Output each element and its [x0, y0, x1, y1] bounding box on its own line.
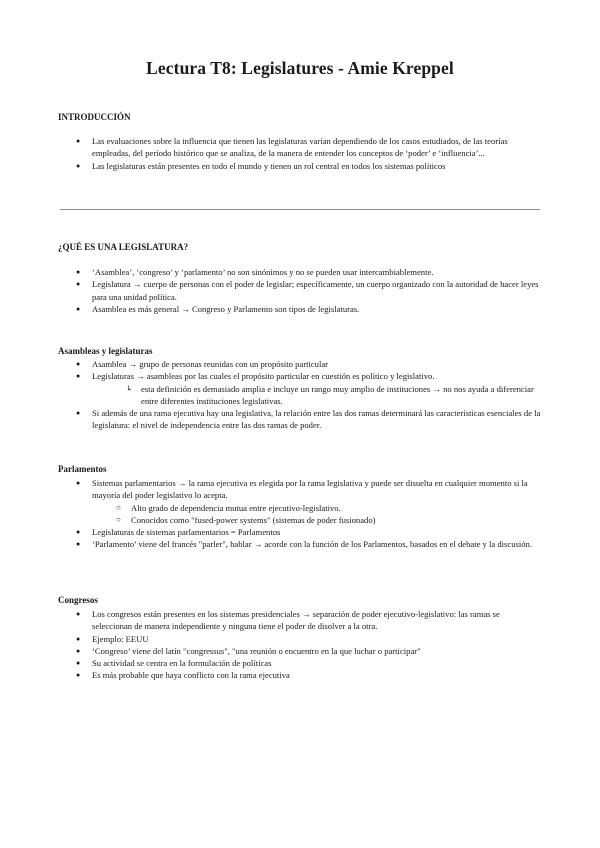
arrow-return-icon: ↳ [126, 383, 133, 393]
list-item [0, 303, 600, 315]
bullet-icon: ● [76, 268, 81, 276]
bullet-icon: ● [76, 634, 81, 643]
parlamentos-list [0, 477, 600, 551]
list-item [0, 645, 600, 657]
list-item-text: Su actividad se centra en la formulación de políticas [92, 658, 272, 669]
list-item [0, 657, 600, 669]
bullet-icon: ● [76, 610, 81, 618]
sub-list-item [0, 502, 600, 514]
list-item-text: Legislatura → cuerpo de personas con el poder de legislar; específicamente, un cuerpo organizado con la autoridad de hacer leyes para una unidad política. [92, 279, 539, 302]
section-heading-parlamentos: Parlamentos [58, 464, 107, 474]
bullet-icon: ● [76, 409, 81, 418]
bullet-icon: ● [76, 280, 81, 289]
list-item-text: ‘Asamblea’, ‘congreso’ y ‘parlamento’ no son sinónimos y no se pueden usar intercambiablemente. [92, 267, 434, 277]
bullet-icon: ● [76, 528, 81, 537]
list-item [0, 370, 600, 382]
list-item-text: Los congresos están presentes en los sistemas presidenciales → separación de poder ejecutivo-legislativo: las ramas se seleccionan de manera independiente y ninguna tiene el poder de disolver a la otra. [92, 609, 500, 632]
congresos-list [0, 608, 600, 682]
list-item [0, 160, 600, 172]
bullet-icon: ● [76, 161, 81, 170]
list-item [0, 538, 600, 550]
bullet-icon: ● [76, 360, 81, 368]
list-item [0, 526, 600, 538]
section-heading-asambleas: Asambleas y legislaturas [58, 346, 153, 356]
list-item [0, 278, 600, 303]
horizontal-divider [60, 209, 540, 210]
que-es-list [0, 266, 600, 315]
list-item-text: Alto grado de dependencia mutua entre ejecutivo-legislativo. [131, 502, 341, 513]
bullet-icon: ● [76, 137, 81, 145]
list-item-text: Asamblea → grupo de personas reunidas con un propósito particular [92, 359, 329, 369]
section-heading-intro: INTRODUCCIÓN [58, 112, 131, 122]
list-item-text: Las legislaturas están presentes en todo el mundo y tienen un rol central en todos los sistemas políticos [92, 160, 446, 171]
bullet-icon: ● [76, 540, 81, 549]
page-title: Lectura T8: Legislatures - Amie Kreppel [146, 58, 454, 78]
list-item-text: Legislaturas → asambleas por las cuales el propósito particular en cuestión es político y legislativo. [92, 371, 435, 382]
bullet-icon: ● [76, 659, 81, 668]
list-item-text: esta definición es demasiado amplia e incluye un rango muy amplio de instituciones → no nos ayuda a diferenciar entre diferentes instituciones legislativas. [141, 383, 534, 406]
sub-list-item [0, 514, 600, 526]
list-item-text: Legislaturas de sistemas parlamentarios = Parlamentos [92, 527, 281, 538]
list-item [0, 477, 600, 502]
circle-bullet-icon: ○ [116, 514, 121, 524]
sub-list-item [0, 383, 600, 408]
list-item-text: Asamblea es más general → Congreso y Parlamento son tipos de legislaturas. [92, 303, 360, 314]
bullet-icon: ● [76, 671, 81, 680]
bullet-icon: ● [76, 372, 81, 381]
list-item [0, 407, 600, 432]
list-item [0, 135, 600, 160]
section-heading-congresos: Congresos [58, 595, 98, 605]
circle-bullet-icon: ○ [116, 502, 121, 512]
list-item-text: Ejemplo: EEUU [92, 633, 149, 644]
list-item-text: ‘Parlamento’ viene del francés "parler", hablar → acorde con la función de los Parlamentos, basados en el debate y la discusión. [92, 539, 532, 550]
bullet-icon: ● [76, 304, 81, 313]
list-item-text: ‘Congreso’ viene del latín "congressus", "una reunión o encuentro en la que luchar o participar" [92, 645, 421, 656]
list-item-text: Si además de una rama ejecutiva hay una legislativa, la relación entre las dos ramas determinará las características esenciales de la legislatura: el nivel de independencia entre las dos ramas de poder. [92, 408, 541, 431]
list-item-text: Las evaluaciones sobre la influencia que tienen las legislaturas varían dependiendo de los casos estudiados, de las teorías empleadas, del período histórico que se analiza, de la manera de entender los conceptos de ‘poder’ e ‘influencia’... [92, 136, 508, 159]
list-item-text: Es más probable que haya conflicto con la rama ejecutiva [92, 670, 290, 681]
list-item-text: Conocidos como "fused-power systems" (sistemas de poder fusionado) [131, 514, 376, 525]
list-item [0, 358, 600, 370]
list-item [0, 669, 600, 681]
bullet-icon: ● [76, 479, 81, 487]
list-item [0, 266, 600, 278]
asambleas-list [0, 358, 600, 432]
intro-list [0, 135, 600, 172]
list-item [0, 633, 600, 645]
list-item [0, 608, 600, 633]
section-heading-que-es: ¿QUÉ ES UNA LEGISLATURA? [58, 242, 189, 252]
bullet-icon: ● [76, 646, 81, 655]
list-item-text: Sistemas parlamentarios → la rama ejecutiva es elegida por la rama legislativa y puede ser disuelta en cualquier momento si la mayoría del poder legislativo lo acepta. [92, 478, 528, 501]
